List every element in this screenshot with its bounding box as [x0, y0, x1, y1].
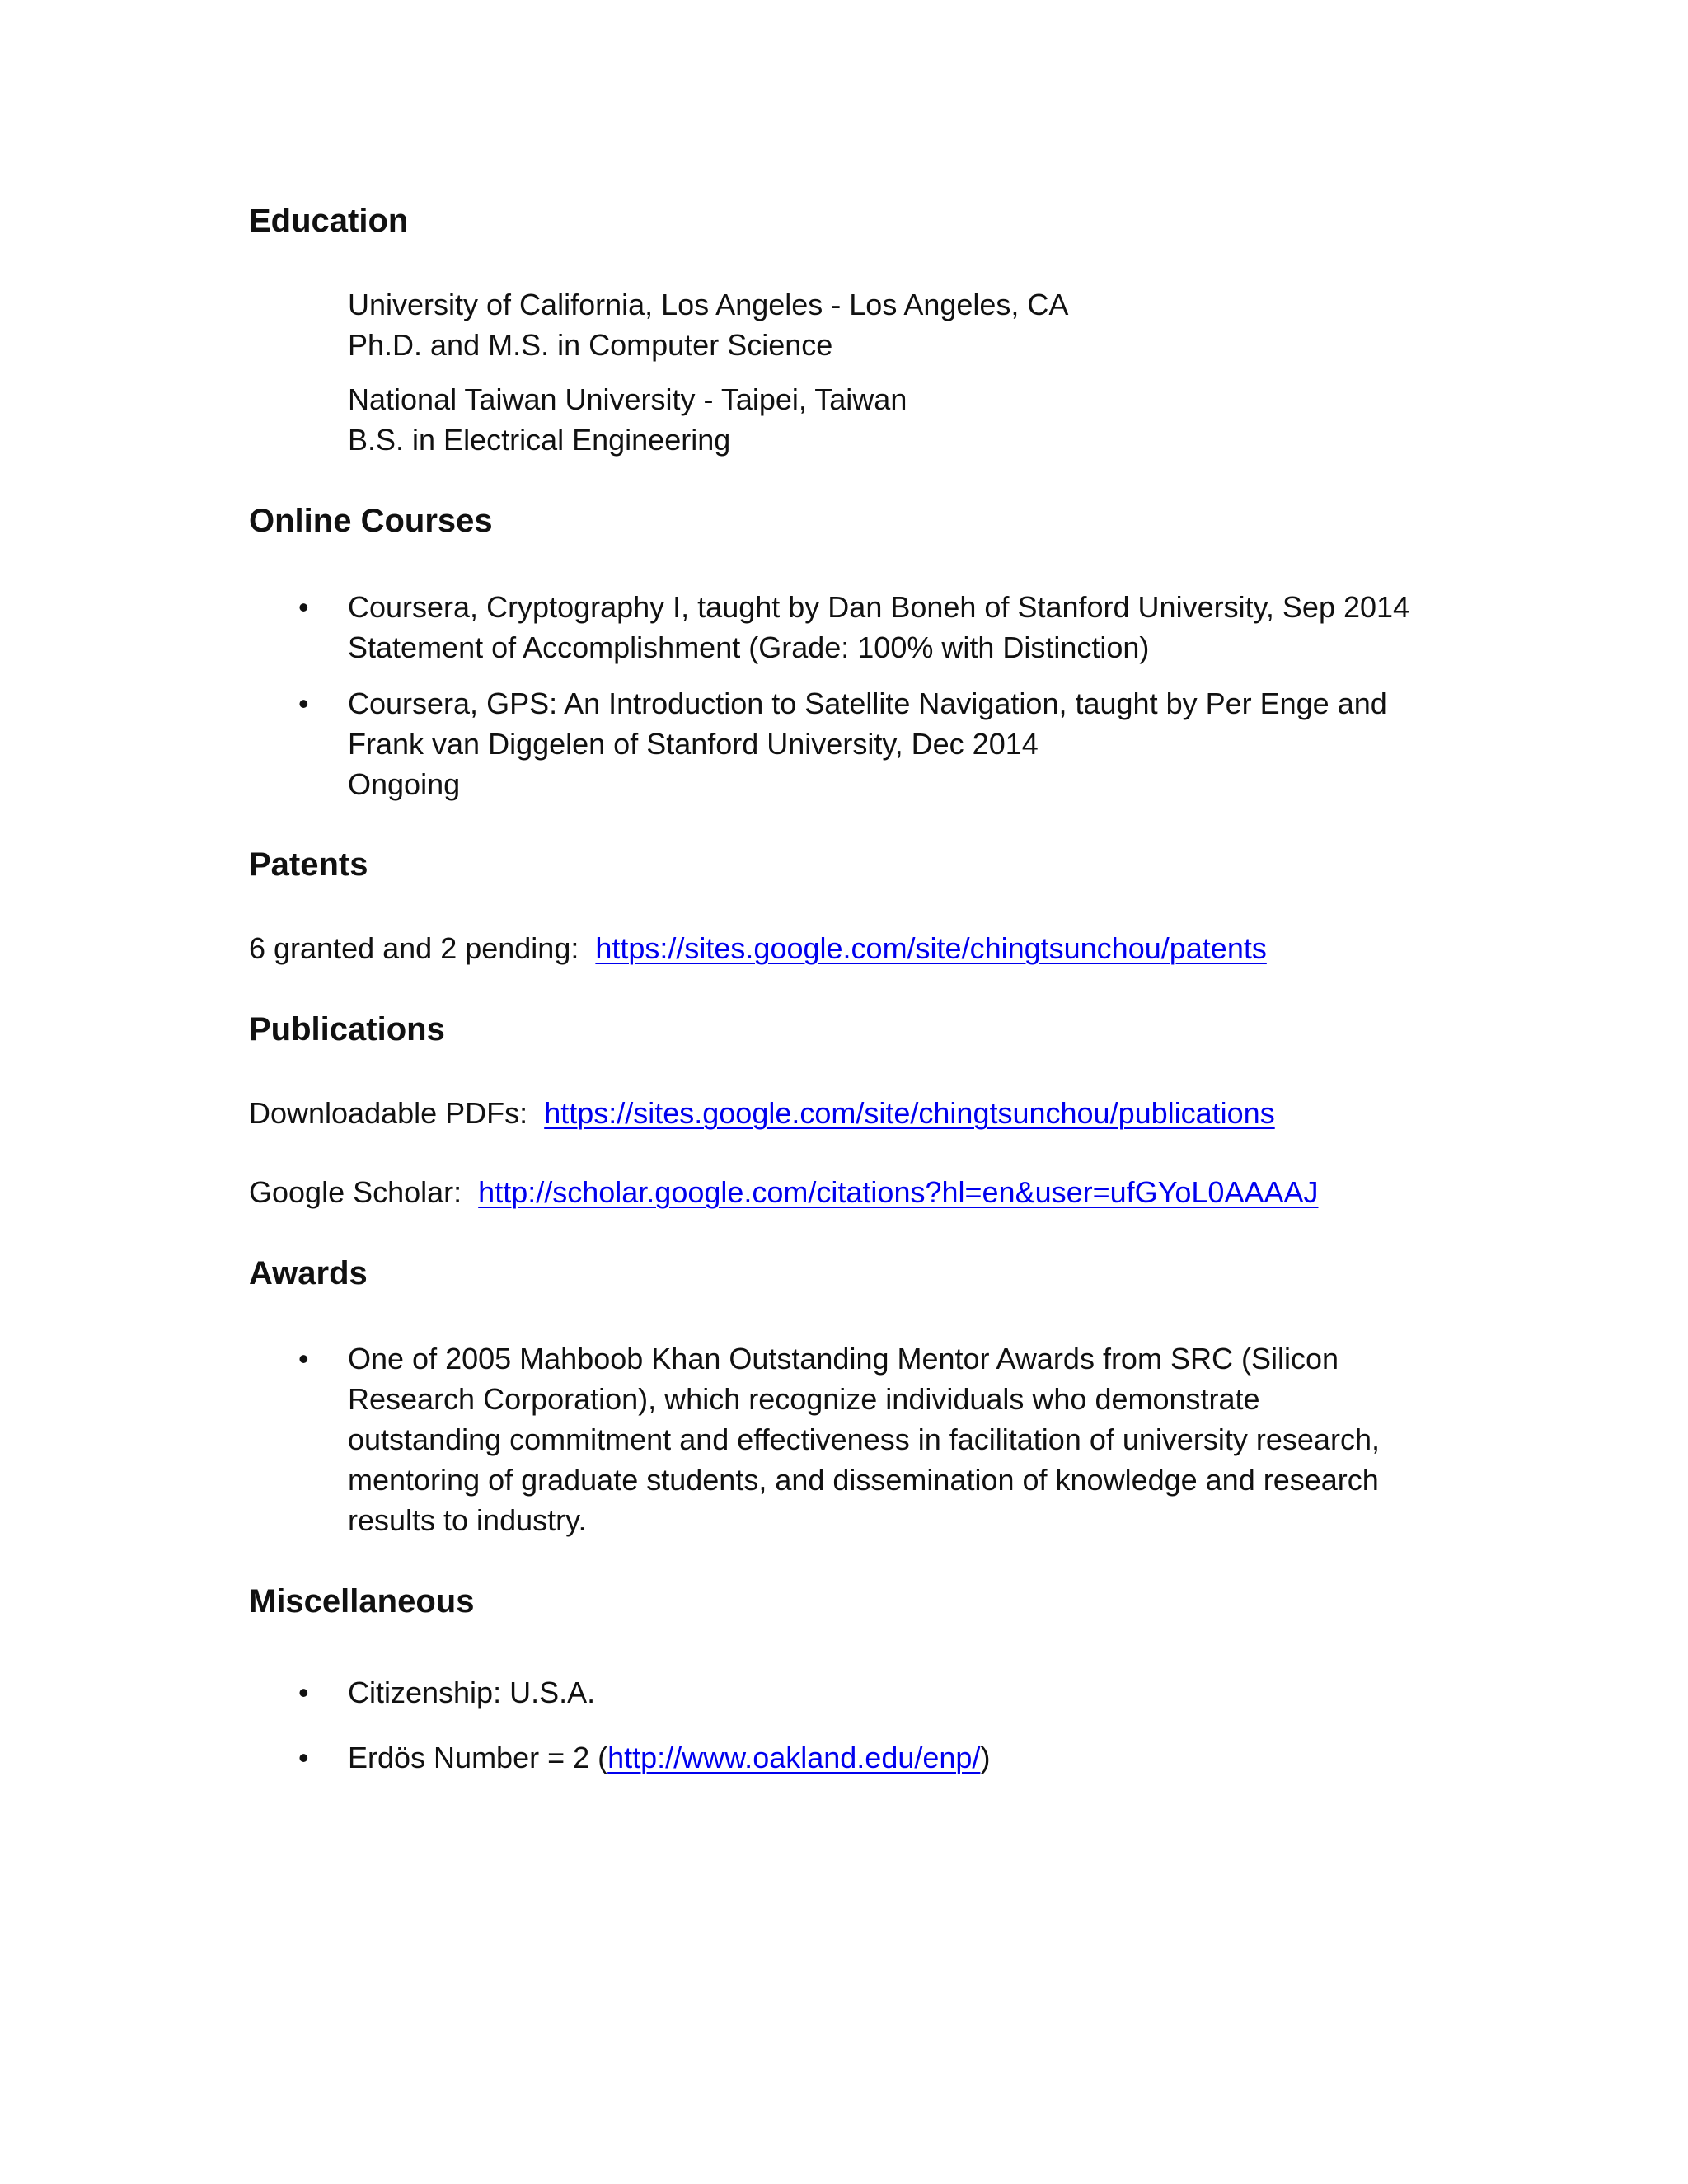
publications-scholar-prefix: Google Scholar:	[249, 1175, 462, 1209]
course-1-line-1: Coursera, Cryptography I, taught by Dan Boneh of Stanford University, Sep 2014	[348, 590, 1410, 624]
publications-pdf-prefix: Downloadable PDFs:	[249, 1096, 528, 1130]
course-1-bullet: •	[298, 590, 309, 624]
erdos-bullet: •	[298, 1741, 309, 1774]
citizenship-bullet: •	[298, 1675, 309, 1709]
publications-heading: Publications	[249, 1011, 445, 1047]
online-courses-heading: Online Courses	[249, 503, 493, 539]
course-2-bullet: •	[298, 687, 309, 720]
education-school-2: National Taiwan University - Taipei, Taiwan	[348, 382, 907, 416]
course-2-line-1: Coursera, GPS: An Introduction to Satellite Navigation, taught by Per Enge and	[348, 687, 1387, 720]
education-degree-2: B.S. in Electrical Engineering	[348, 423, 731, 457]
award-line-3: outstanding commitment and effectiveness in facilitation of university research,	[348, 1422, 1380, 1456]
miscellaneous-heading: Miscellaneous	[249, 1583, 475, 1619]
award-line-5: results to industry.	[348, 1503, 587, 1537]
patents-link[interactable]: https://sites.google.com/site/chingtsunchou/patents	[595, 931, 1267, 965]
award-line-1: One of 2005 Mahboob Khan Outstanding Mentor Awards from SRC (Silicon	[348, 1342, 1339, 1376]
patents-heading: Patents	[249, 846, 368, 883]
education-degree-1: Ph.D. and M.S. in Computer Science	[348, 328, 833, 362]
erdos-prefix: Erdös Number = 2 (	[348, 1741, 608, 1774]
patents-prefix: 6 granted and 2 pending:	[249, 931, 579, 965]
citizenship-item: Citizenship: U.S.A.	[348, 1675, 596, 1709]
publications-scholar-link[interactable]: http://scholar.google.com/citations?hl=en&user=ufGYoL0AAAAJ	[478, 1175, 1319, 1209]
publications-scholar-line	[249, 1172, 1319, 1212]
patents-line	[249, 928, 1267, 968]
course-2-line-3: Ongoing	[348, 767, 461, 801]
erdos-suffix: )	[980, 1741, 991, 1774]
awards-heading: Awards	[249, 1255, 368, 1291]
education-school-1: University of California, Los Angeles - Los Angeles, CA	[348, 288, 1069, 321]
education-heading: Education	[249, 203, 409, 239]
publications-pdf-link[interactable]: https://sites.google.com/site/chingtsunchou/publications	[544, 1096, 1275, 1130]
publications-pdf-line	[249, 1093, 1275, 1133]
resume-page	[249, 0, 1444, 2184]
award-bullet: •	[298, 1342, 309, 1376]
course-2-line-2: Frank van Diggelen of Stanford University, Dec 2014	[348, 727, 1039, 761]
erdos-link[interactable]: http://www.oakland.edu/enp/	[607, 1741, 981, 1774]
award-line-2: Research Corporation), which recognize individuals who demonstrate	[348, 1382, 1260, 1416]
erdos-item	[348, 1737, 990, 1778]
award-line-4: mentoring of graduate students, and dissemination of knowledge and research	[348, 1463, 1379, 1497]
course-1-line-2: Statement of Accomplishment (Grade: 100% with Distinction)	[348, 630, 1150, 664]
